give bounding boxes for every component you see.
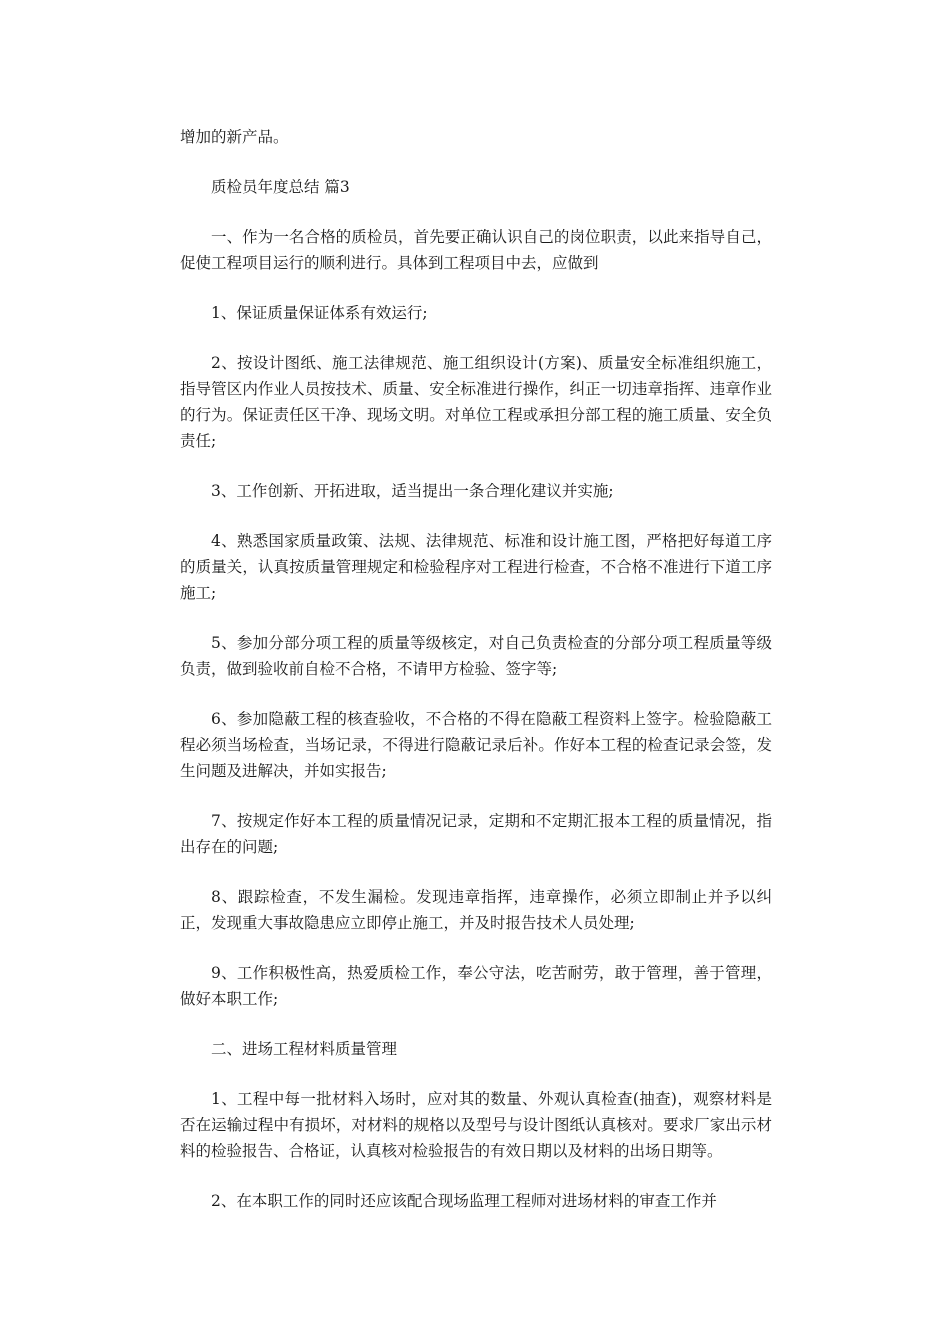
list-item: 8、跟踪检查，不发生漏检。发现违章指挥，违章操作，必须立即制止并予以纠正，发现重大事故隐患应立即停止施工，并及时报告技术人员处理; (180, 888, 772, 932)
list-item: 9、工作积极性高，热爱质检工作，奉公守法，吃苦耐劳，敢于管理，善于管理，做好本职工作; (180, 964, 772, 1008)
paragraph: 一、作为一名合格的质检员，首先要正确认识自己的岗位职责，以此来指导自己，促使工程项目运行的顺利进行。具体到工程项目中去，应做到 (180, 228, 772, 272)
list-item: 4、熟悉国家质量政策、法规、法律规范、标准和设计施工图，严格把好每道工序的质量关，认真按质量管理规定和检验程序对工程进行检查，不合格不准进行下道工序施工; (180, 532, 772, 602)
list-item: 6、参加隐蔽工程的核查验收，不合格的不得在隐蔽工程资料上签字。检验隐蔽工程必须当场检查，当场记录，不得进行隐蔽记录后补。作好本工程的检查记录会签，发生问题及进解决，并如实报告; (180, 710, 772, 780)
paragraph-continuation: 增加的新产品。 (180, 128, 289, 146)
section-heading: 二、进场工程材料质量管理 (211, 1040, 398, 1058)
list-item: 3、工作创新、开拓进取，适当提出一条合理化建议并实施; (211, 482, 614, 500)
list-item: 1、工程中每一批材料入场时，应对其的数量、外观认真检查(抽查)，观察材料是否在运输过程中有损坏，对材料的规格以及型号与设计图纸认真核对。要求厂家出示材料的检验报告、合格证，认真核对检验报告的有效日期以及材料的出场日期等。 (180, 1090, 772, 1160)
list-item: 2、按设计图纸、施工法律规范、施工组织设计(方案)、质量安全标准组织施工，指导管区内作业人员按技术、质量、安全标准进行操作，纠正一切违章指挥、违章作业的行为。保证责任区干净、现场文明。对单位工程或承担分部工程的施工质量、安全负责任; (180, 354, 772, 450)
list-item: 7、按规定作好本工程的质量情况记录，定期和不定期汇报本工程的质量情况，指出存在的问题; (180, 812, 772, 856)
document-body (180, 124, 772, 1238)
list-item: 1、保证质量保证体系有效运行; (211, 304, 428, 322)
list-item: 2、在本职工作的同时还应该配合现场监理工程师对进场材料的审查工作并 (211, 1192, 717, 1210)
list-item: 5、参加分部分项工程的质量等级核定，对自己负责检查的分部分项工程质量等级负责，做到验收前自检不合格，不请甲方检验、签字等; (180, 634, 772, 678)
section-heading: 质检员年度总结 篇3 (211, 178, 350, 196)
